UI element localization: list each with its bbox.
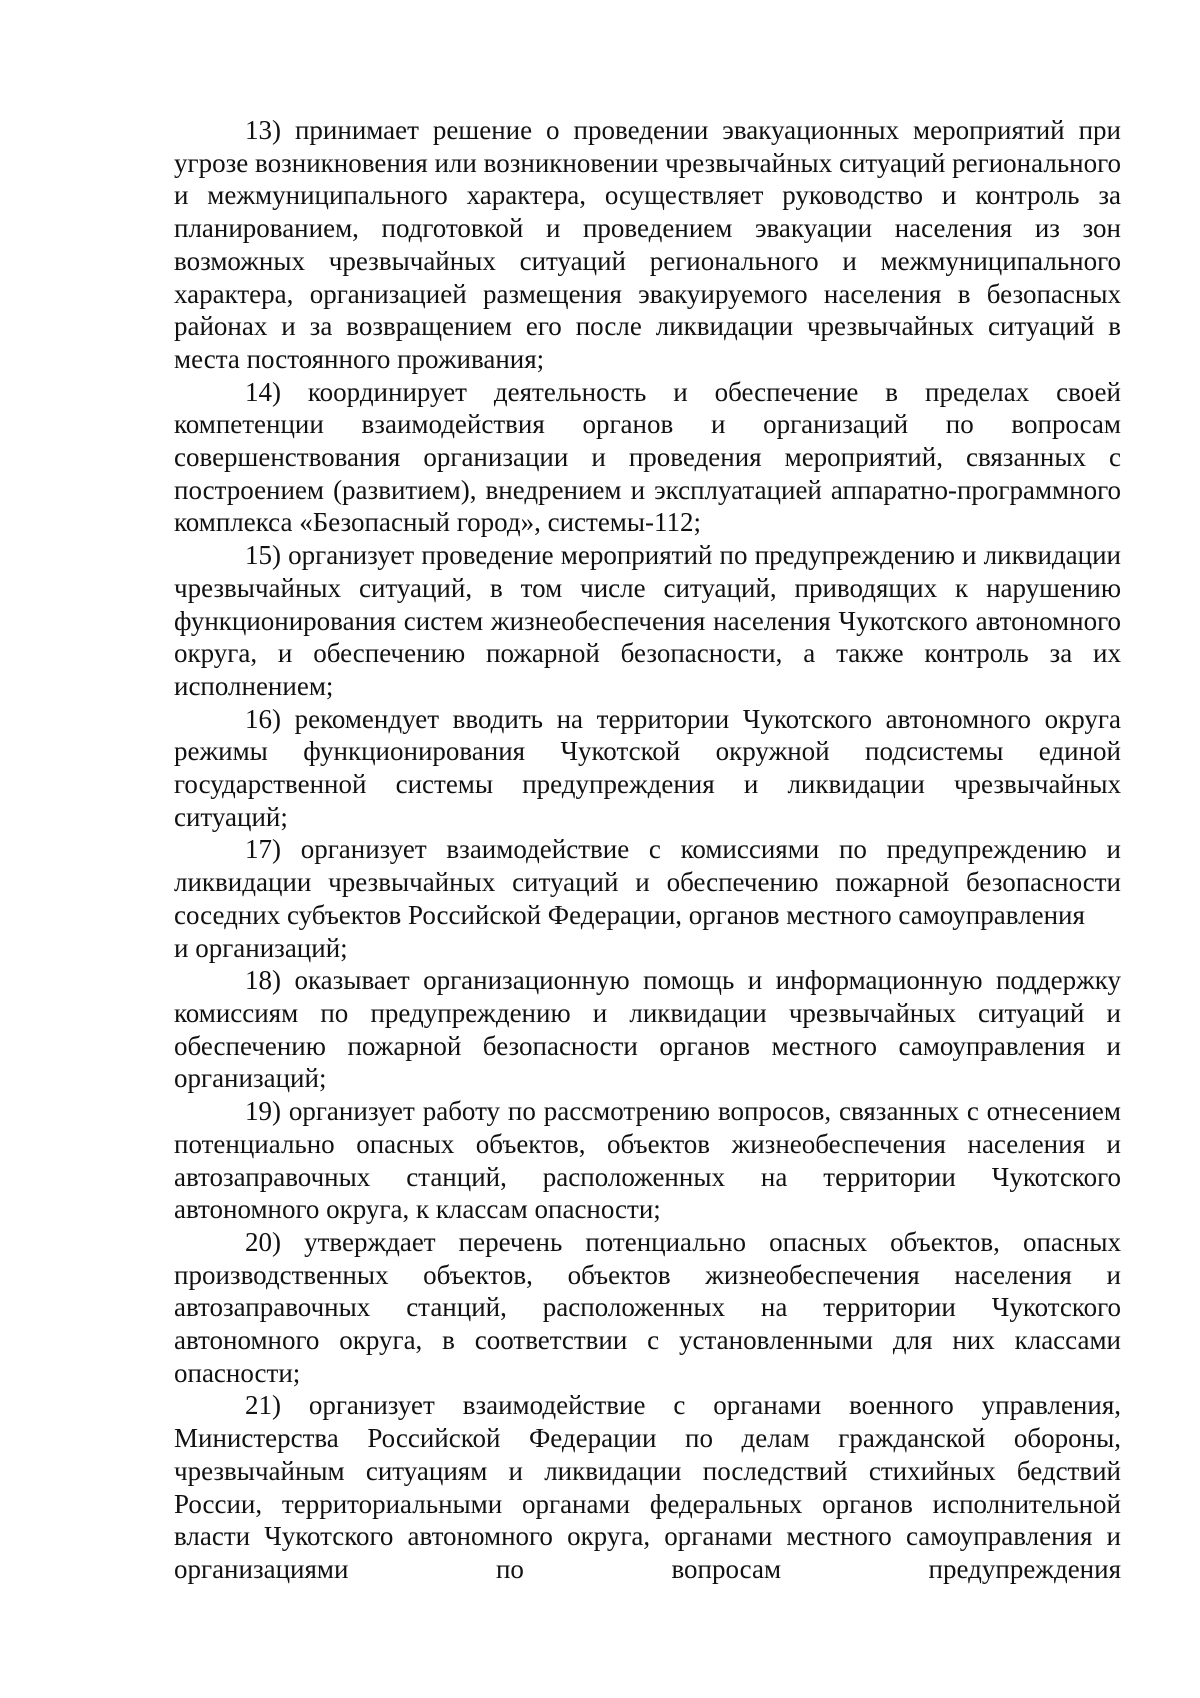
- paragraph-item-20: 20) утверждает перечень потенциально опасных объектов, опасных производственных объектов, объектов жизнеобеспечения населения и автозаправочных станций, расположенных на территории Чукотского автономного округа, в соответствии с установленными для них классами опасности;: [174, 1226, 1121, 1388]
- paragraph-item-16: 16) рекомендует вводить на территории Чукотского автономного округа режимы функционирования Чукотской окружной подсистемы единой государственной системы предупреждения и ликвидации чрезвычайных ситуаций;: [174, 703, 1121, 832]
- paragraph-item-18: 18) оказывает организационную помощь и информационную поддержку комиссиям по предупреждению и ликвидации чрезвычайных ситуаций и обеспечению пожарной безопасности органов местного самоуправления и организаций;: [174, 965, 1121, 1094]
- paragraph-item-15: 15) организует проведение мероприятий по предупреждению и ликвидации чрезвычайных ситуаций, в том числе ситуаций, приводящих к нарушению функционирования систем жизнеобеспечения населения Чукотского автономного округа, и обеспечению пожарной безопасности, а также контроль за их исполнением;: [174, 540, 1121, 701]
- paragraph-item-14: 14) координирует деятельность и обеспечение в пределах своей компетенции взаимодействия органов и организаций по вопросам совершенствования организации и проведения мероприятий, связанных с построением (развитием), внедрением и эксплуатацией аппаратно-программного комплекса «Безопасный город», системы-112;: [174, 376, 1121, 538]
- paragraph-item-21: 21) организует взаимодействие с органами военного управления, Министерства Российской Федерации по делам гражданской обороны, чрезвычайным ситуациям и ликвидации последствий стихийных бедствий России, территориальными органами федеральных органов исполнительной власти Чукотского автономного округа, органами местного самоуправления и организациями по вопросам предупреждения: [174, 1390, 1121, 1584]
- paragraph-continuation: и организаций;: [174, 932, 348, 963]
- paragraph-item-17: 17) организует взаимодействие с комиссиями по предупреждению и ликвидации чрезвычайных ситуаций и обеспечению пожарной безопасности соседних субъектов Российской Федерации, органов местного самоуправления: [174, 834, 1121, 930]
- paragraph-item-13: 13) принимает решение о проведении эвакуационных мероприятий при угрозе возникновения или возникновении чрезвычайных ситуаций регионального и межмуниципального характера, осуществляет руководство и контроль за планированием, подготовкой и проведением эвакуации населения из зон возможных чрезвычайных ситуаций регионального и межмуниципального характера, организацией размещения эвакуируемого населения в безопасных районах и за возвращением его после ликвидации чрезвычайных ситуаций в места постоянного проживания;: [174, 115, 1121, 374]
- paragraph-item-19: 19) организует работу по рассмотрению вопросов, связанных с отнесением потенциально опасных объектов, объектов жизнеобеспечения населения и автозаправочных станций, расположенных на территории Чукотского автономного округа, к классам опасности;: [174, 1096, 1121, 1225]
- document-body: [174, 114, 1121, 1586]
